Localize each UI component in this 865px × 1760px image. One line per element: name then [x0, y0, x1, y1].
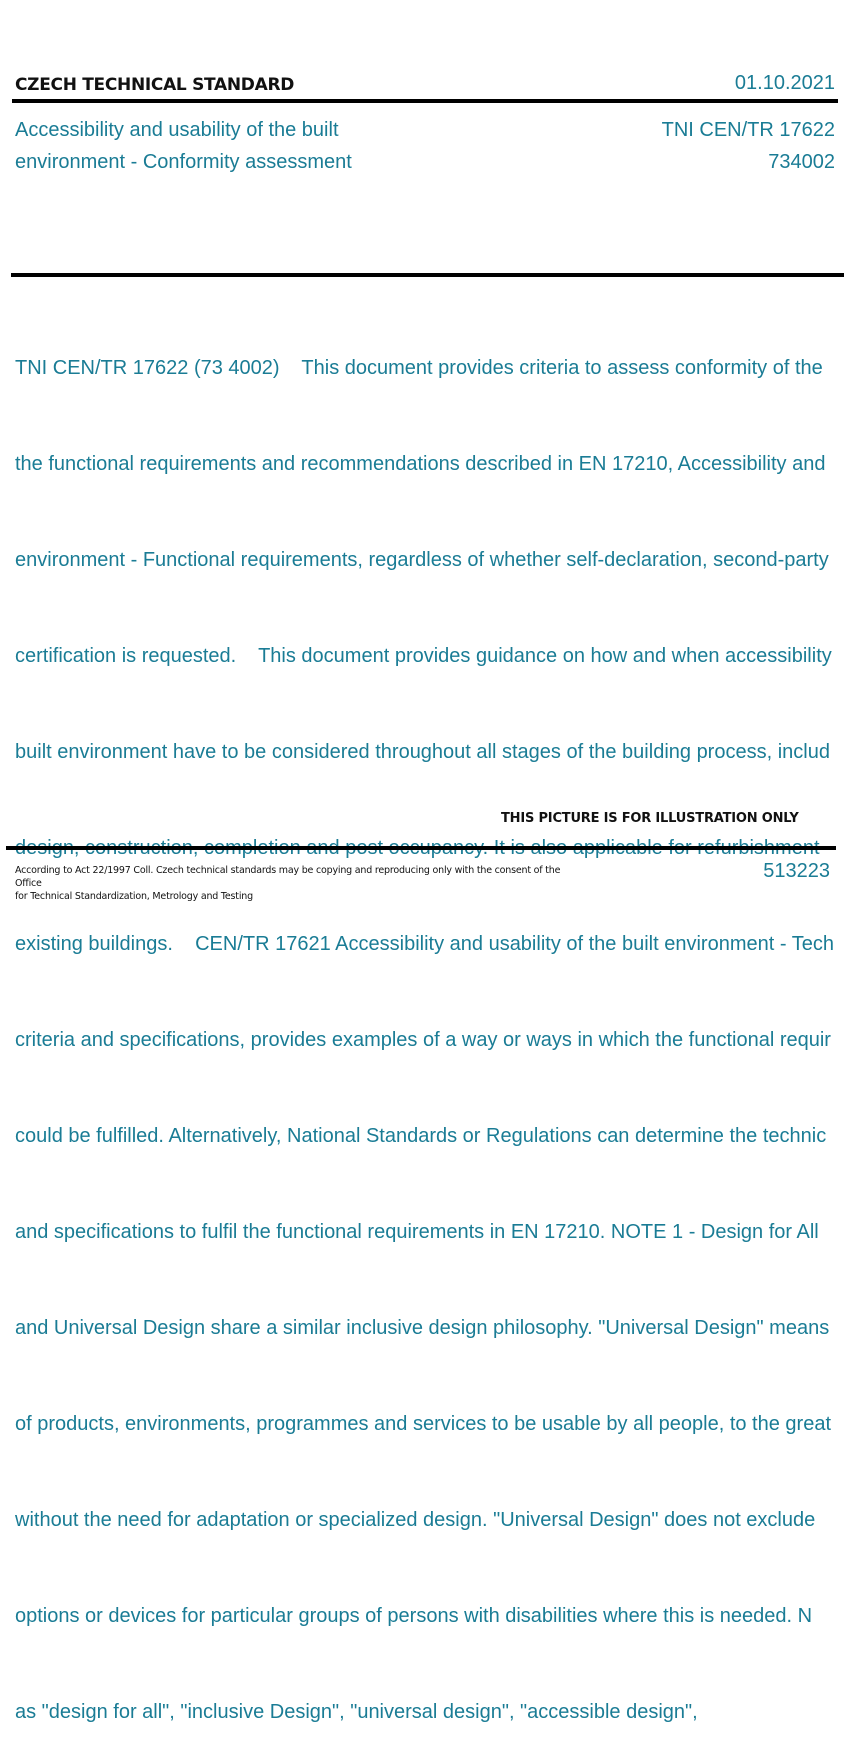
footer-divider	[6, 846, 836, 850]
abstract-line: certification is requested. This document provides guidance on how and when accessibility	[15, 645, 832, 667]
abstract-line: criteria and specifications, provides examples of a way or ways in which the functional requir	[15, 1029, 831, 1051]
catalog-number: 513223	[763, 860, 830, 882]
standard-label: CZECH TECHNICAL STANDARD	[15, 75, 295, 95]
abstract-line: options or devices for particular groups of persons with disabilities where this is needed. N	[15, 1605, 813, 1627]
abstract-line: environment - Functional requirements, regardless of whether self-declaration, second-party	[15, 549, 829, 571]
document-title-line: environment - Conformity assessment	[15, 151, 352, 173]
document-code: TNI CEN/TR 17622	[661, 119, 835, 141]
abstract-line: of products, environments, programmes and services to be usable by all people, to the great	[15, 1413, 832, 1435]
publication-date: 01.10.2021	[734, 72, 835, 94]
legal-notice-line: for Technical Standardization, Metrology and Testing	[15, 891, 253, 902]
abstract-line: the functional requirements and recommendations described in EN 17210, Accessibility and	[15, 453, 826, 475]
document-title-line: Accessibility and usability of the built	[15, 119, 339, 141]
abstract-line: existing buildings. CEN/TR 17621 Accessibility and usability of the built environment - Tech	[15, 933, 834, 955]
section-divider	[11, 273, 844, 277]
legal-notice	[15, 864, 585, 903]
document-code-block	[662, 114, 835, 178]
abstract-line: built environment have to be considered throughout all stages of the building process, includ	[15, 741, 830, 763]
abstract-line: and Universal Design share a similar inclusive design philosophy. "Universal Design" means	[15, 1317, 830, 1339]
abstract-line: and specifications to fulfil the functional requirements in EN 17210. NOTE 1 - Design for All	[15, 1221, 819, 1243]
document-title	[15, 114, 435, 178]
abstract-line: as "design for all", "inclusive Design", "universal design", "accessible design",	[15, 1701, 698, 1723]
header-divider	[12, 99, 838, 103]
class-number: 734002	[768, 151, 835, 173]
abstract-line: TNI CEN/TR 17622 (73 4002) This document provides criteria to assess conformity of the	[15, 357, 823, 379]
abstract-line: could be fulfilled. Alternatively, National Standards or Regulations can determine the technic	[15, 1125, 827, 1147]
abstract-line: without the need for adaptation or specialized design. "Universal Design" does not exclude	[15, 1509, 816, 1531]
abstract-text	[15, 288, 865, 1760]
illustration-note: THIS PICTURE IS FOR ILLUSTRATION ONLY	[501, 811, 799, 826]
legal-notice-line: According to Act 22/1997 Coll. Czech technical standards may be copying and reproducing only with the consent of the Office	[15, 865, 561, 889]
